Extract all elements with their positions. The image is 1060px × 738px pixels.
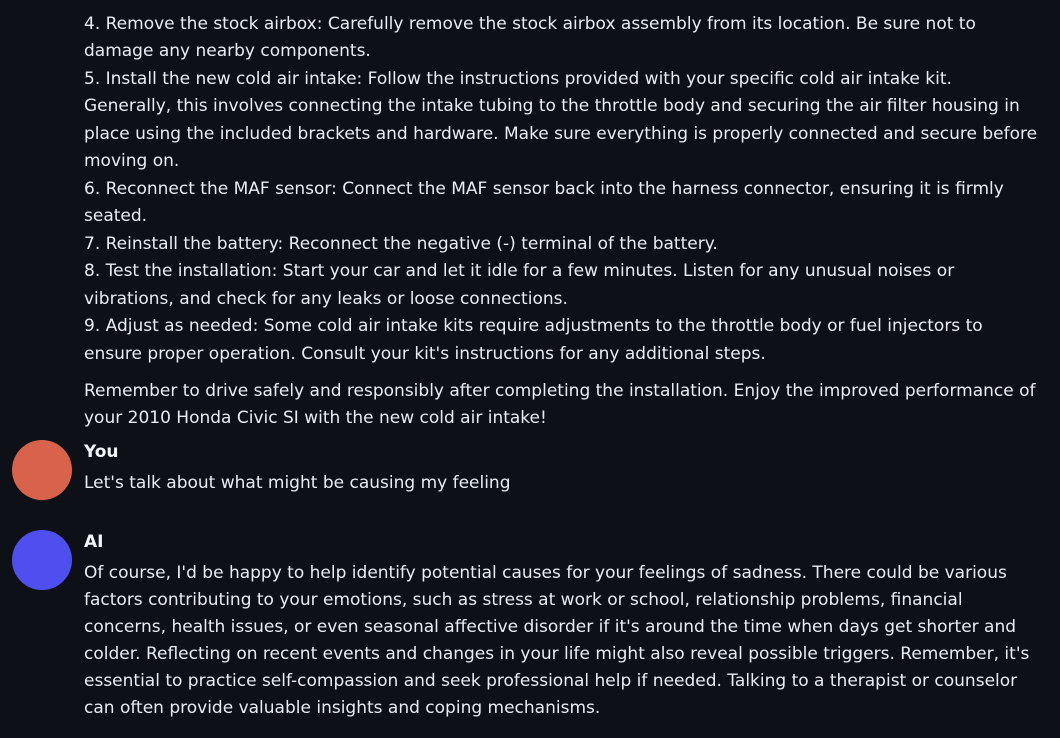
list-item: 4. Remove the stock airbox: Carefully remove the stock airbox assembly from its location. Be sure not to damage any nearby components.: [84, 13, 976, 61]
list-item: 5. Install the new cold air intake: Follow the instructions provided with your specific cold air intake kit. Generally, this involves connecting the intake tubing to the throttle body and securing the air filter housing in place using the included brackets and hardware. Make sure everything is properly connected and secure before moving on.: [84, 68, 1038, 171]
list-item: 8. Test the installation: Start your car and let it idle for a few minutes. Listen for any unusual noises or vibrations, and check for any leaks or loose connections.: [84, 261, 955, 309]
ai-message: [0, 528, 1060, 738]
avatar: [12, 530, 72, 590]
list-item: 9. Adjust as needed: Some cold air intake kits require adjustments to the throttle body or fuel injectors to ensure proper operation. Consult your kit's instructions for any additional steps.: [84, 316, 983, 364]
sender-name: You: [84, 442, 119, 462]
list-item: 7. Reinstall the battery: Reconnect the negative (-) terminal of the battery.: [84, 233, 718, 254]
message-text: Of course, I'd be happy to help identify potential causes for your feelings of sadness. There could be various factors contributing to your emotions, such as stress at work or school, relationship problems, financial concerns, health issues, or even seasonal affective disorder if it's around the time when days get shorter and colder. Reflecting on recent events and changes in your life might also reveal possible triggers. Remember, it's essential to practice self-compassion and seek professional help if needed. Talking to a therapist or counselor can often provide valuable insights and coping mechanisms.: [84, 563, 1030, 718]
ai-message-previous: [84, 0, 1044, 432]
message-text: Let's talk about what might be causing my feeling: [84, 473, 511, 493]
user-message: [0, 438, 1060, 508]
sender-name: AI: [84, 532, 104, 552]
list-item: 6. Reconnect the MAF sensor: Connect the MAF sensor back into the harness connector, ensuring it is firmly seated.: [84, 178, 1004, 226]
closing-paragraph: Remember to drive safely and responsibly after completing the installation. Enjoy the improved performance of your 2010 Honda Civic SI with the new cold air intake!: [84, 381, 1036, 428]
avatar: [12, 440, 72, 500]
